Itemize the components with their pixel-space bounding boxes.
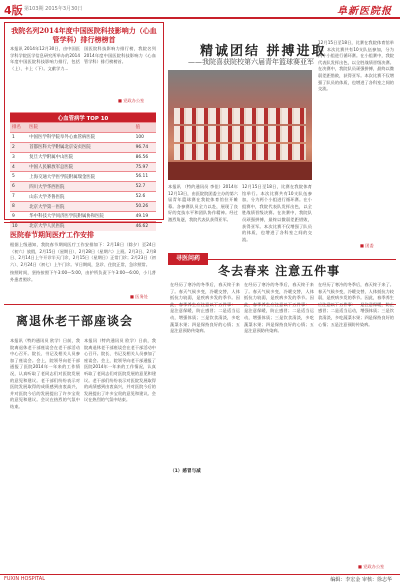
- table-row: 6 四川大学华西医院 52.7: [10, 182, 156, 192]
- notice-rule: [4, 222, 162, 223]
- table-row: 3 复旦大学附属中山医院 86.56: [10, 152, 156, 162]
- main-story-credit: ■ 团委: [360, 243, 374, 248]
- seminar-body-col2: 本报讯（特约通讯员 欧学）日前，我院离退休老干部座谈会在老干部活动中心召开。院长、书记及相关人员参加了座谈会。会上，院领导向老干部通报了医院2014年一年来的工作情况，认真听取了老同志们对医院发展的意见和建议。老干部们纷纷表示对医院发展取得的成绩感到由衷高兴，并对医院今后的发展提出了许多宝贵的意见和建议。会议在热烈的气氛中结束。: [84, 338, 156, 403]
- table-row: 1 中国医学科学院阜外心血管病医院 100: [10, 132, 156, 142]
- health-credit: ■ 党政办公室: [358, 564, 385, 569]
- notice-body-2: 按照时间，坚持按照下午3:00—5:00，由护所负责下午3:00—6:00，小儿普外患者照诊。: [10, 270, 156, 282]
- table-row: 10 北京大学人民医院 46.62: [10, 221, 156, 230]
- ranking-table-title: 心血管病学 TOP 10: [10, 113, 156, 123]
- table-row: 5 上海交通大学医学院附属瑞金医院 56.11: [10, 172, 156, 182]
- table-row: 2 首都医科大学附属北京安贞医院 96.74: [10, 142, 156, 152]
- table-header-hospital: 医院: [27, 123, 133, 133]
- main-story-body: 12月15日至18日，比赛在我院体育馆举行。本次比赛共有10支队伍参加，分为两个小组进行循环赛。在小组赛中，我院代表队发挥出色，以全胜战绩晋级决赛。在决赛中，我院队员顽强拼搏，最终以微弱差距惜败，获得亚军。本次比赛不仅增强了队员的体质，也增进了各科室之间的交流。: [242, 184, 312, 242]
- ranking-table: [10, 112, 156, 231]
- health-body-col2: 在经历了寒冷的冬季后，春天终于来了。春天气候多变，冷暖交替，人体抵抗力较弱，是疾病多发的季节。因此，春季养生应注意以下五件事：一是注意保暖，防止感冒；二是适当运动，增强体质；三是饮食清淡，多吃蔬菜水果；四是保持良好的心情；五是注意预防传染病。: [244, 282, 314, 334]
- page-number: 4版: [4, 4, 23, 17]
- notice-credit: ■ 医务处: [130, 294, 148, 299]
- team-photo: [168, 70, 312, 180]
- footer-brand: FUXIN HOSPITAL: [4, 576, 45, 582]
- health-rule: [208, 259, 396, 260]
- main-story-subtitle: ——我院喜获院校第六届青年篮球赛亚军: [188, 58, 314, 66]
- footer-rule: [0, 574, 400, 575]
- ranking-intro-right: 国医院科技影响力排行榜，我院名列2014年度中国医院科技影响力（心血管学科）排行榜榜首。: [84, 46, 156, 65]
- health-banner: 寻医问药: [168, 253, 208, 265]
- seminar-body-col1: 本报讯（特约通讯员 欧学）日前，我院离退休老干部座谈会在老干部活动中心召开。院长、书记及相关人员参加了座谈会。会上，院领导向老干部通报了医院2014年一年来的工作情况，认真听取了老同志们对医院发展的意见和建议。老干部们纷纷表示对医院发展取得的成绩感到由衷高兴，并对医院今后的发展提出了许多宝贵的意见和建议。会议在热烈的气氛中结束。: [10, 338, 80, 409]
- masthead: 阜新医院报: [337, 6, 392, 17]
- health-body-col1: 在经历了寒冷的冬季后，春天终于来了。春天气候多变，冷暖交替，人体抵抗力较弱，是疾病多发的季节。因此，春季养生应注意以下五件事：一是注意保暖，防止感冒；二是适当运动，增强体质；三是饮食清淡，多吃蔬菜水果；四是保持良好的心情；五是注意预防传染病。: [170, 282, 240, 334]
- main-story-lead: 本报讯 （特约通讯员 李佳）2014年12月13日，由医院院团委主办的第六届青年篮球赛在我院体育馆拉开帷幕。各参赛队员全力以赴，展现了良好的竞技水平和团队协作精神。经过激烈角逐，我院代表队获得亚军。: [168, 184, 238, 222]
- footer-editor: 编辑：李宏金 审核：徐志华: [330, 577, 392, 583]
- table-row: 7 山东大学齐鲁医院 52.6: [10, 192, 156, 202]
- header-rule: [0, 17, 400, 19]
- ranking-intro-left: 本报讯 2014年12月30日，由中国医学科学院医学信息研究所举办的2014年度中国医院科技影响力排行，包括（上）、卡上（下）。文献学力...: [10, 46, 80, 71]
- seminar-title: 离退休老干部座谈会: [16, 314, 134, 328]
- issue-info: 第103期 2015年3月30日: [24, 6, 83, 12]
- table-header-value: 值: [134, 123, 156, 133]
- ranking-title: 我院名列2014年度中国医院科技影响力（心血管学科）排行榜榜首: [11, 26, 157, 44]
- notice-title: 医院春节期间医疗工作安排: [10, 230, 94, 239]
- health-section-label: （1）感冒与减: [170, 469, 201, 474]
- notice-body: 根据上级通知，我院春节期间医疗工作安排如下：2月18日（除夕）至24日（初六）放假，2月15日（星期日）、2月28日（星期六）上班。2月3日、2月8日、2月14日上午开诊半天门诊，2月15日（星期日）正常门诊；2月23日（初六）、2月24日（初七）上午门诊。节日期间，急诊、住院正常，急诊照常。: [10, 242, 156, 267]
- health-body-col3: 在经历了寒冷的冬季后，春天终于来了。春天气候多变，冷暖交替，人体抵抗力较弱，是疾病多发的季节。因此，春季养生应注意以下五件事：一是注意保暖，防止感冒；二是适当运动，增强体质；三是饮食清淡，多吃蔬菜水果；四是保持良好的心情；五是注意预防传染病。: [318, 282, 394, 327]
- main-story-title: 精诚团结 拼搏进取: [200, 44, 327, 59]
- table-row: 9 华中科技大学同济医学院附属协和医院 49.19: [10, 212, 156, 222]
- main-story-body-col3: 12月15日至18日，比赛在我院体育馆举行。本次比赛共有10支队伍参加，分为两个小组进行循环赛。在小组赛中，我院代表队发挥出色，以全胜战绩晋级决赛。在决赛中，我院队员顽强拼搏，最终以微弱差距惜败，获得亚军。本次比赛不仅增强了队员的体质，也增进了各科室之间的交流。: [318, 40, 394, 92]
- ranking-credit: ■ 党政办公室: [118, 98, 145, 103]
- table-row: 4 中国人民解放军总医院 75.97: [10, 162, 156, 172]
- health-title: 冬去春来 注意五件事: [218, 264, 341, 278]
- table-header-rank: 排名: [10, 123, 27, 133]
- table-row: 8 北京大学第一医院 50.26: [10, 202, 156, 212]
